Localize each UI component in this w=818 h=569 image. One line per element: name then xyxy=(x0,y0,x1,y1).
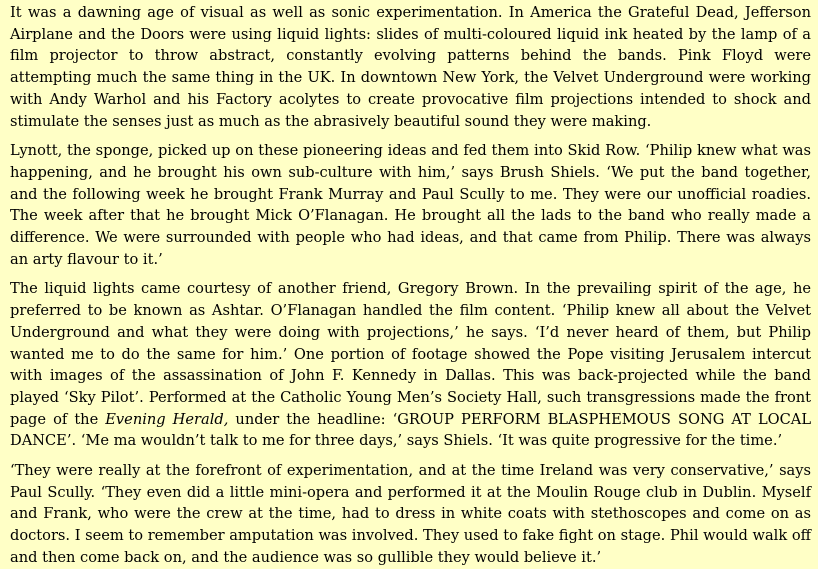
paragraph-mini-opera: ‘They were really at the forefront of experimentation, and at the time Ireland was very conservative,’ says Paul Scully. ‘They even did a little mini-opera and performed it at the Moulin Rouge club in Dublin. Myself and Frank, who were the crew at the time, had to dress in white coats with stethoscopes and come on as doctors. I seem to remember amputation was involved. They used to fake fight on stage. Phil would walk off and then come back on, and the audience was so gullible they would believe it.’ xyxy=(10,462,811,566)
paragraph-skid-row: Lynott, the sponge, picked up on these pioneering ideas and fed them into Skid Row. ‘Philip knew what was happening, and he brought his own sub-culture with him,’ says Brush Shiels. ‘We put the band together, and the following week he brought Frank Murray and Paul Scully to me. They were our unofficial roadies. The week after that he brought Mick O’Flanagan. He brought all the lads to the band who really made a difference. We were surrounded with people who had ideas, and that came from Philip. There was always an arty flavour to it.’ xyxy=(10,142,811,268)
paragraph-liquid-lights-intro: It was a dawning age of visual as well as sonic experimentation. In America the Grateful Dead, Jefferson Airplane and the Doors were using liquid lights: slides of multi-coloured liquid ink heated by the lamp of a film projector to throw abstract, constantly evolving patterns behind the bands. Pink Floyd were attempting much the same thing in the UK. In downtown New York, the Velvet Underground were working with Andy Warhol and his Factory acolytes to create provocative film projections intended to shock and stimulate the senses just as much as the abrasively beautiful sound they were making. xyxy=(10,4,811,130)
paragraph-ashtar-projections xyxy=(10,278,811,452)
paragraph-text-after: under the headline: ‘GROUP PERFORM BLASPHEMOUS SONG AT LOCAL DANCE’. ‘Me ma wouldn’t talk to me for three days,’ says Shiels. ‘It was quite progressive for the time.’ xyxy=(10,410,812,450)
paragraph-text-before: The liquid lights came courtesy of another friend, Gregory Brown. In the prevailing spirit of the age, he preferred to be known as Ashtar. O’Flanagan handled the film content. ‘Philip knew all about the Velvet Underground and what they were doing with projections,’ he says. ‘I’d never heard of them, but Philip wanted me to do the same for him.’ One portion of footage showed the Pope visiting Jerusalem intercut with images of the assassination of John F. Kennedy in Dallas. This was back-projected while the band played ‘Sky Pilot’. Performed at the Catholic Young Men’s Society Hall, such transgressions made the front page of the xyxy=(10,280,811,428)
newspaper-title: Evening Herald, xyxy=(105,410,229,428)
document-page xyxy=(10,2,811,569)
